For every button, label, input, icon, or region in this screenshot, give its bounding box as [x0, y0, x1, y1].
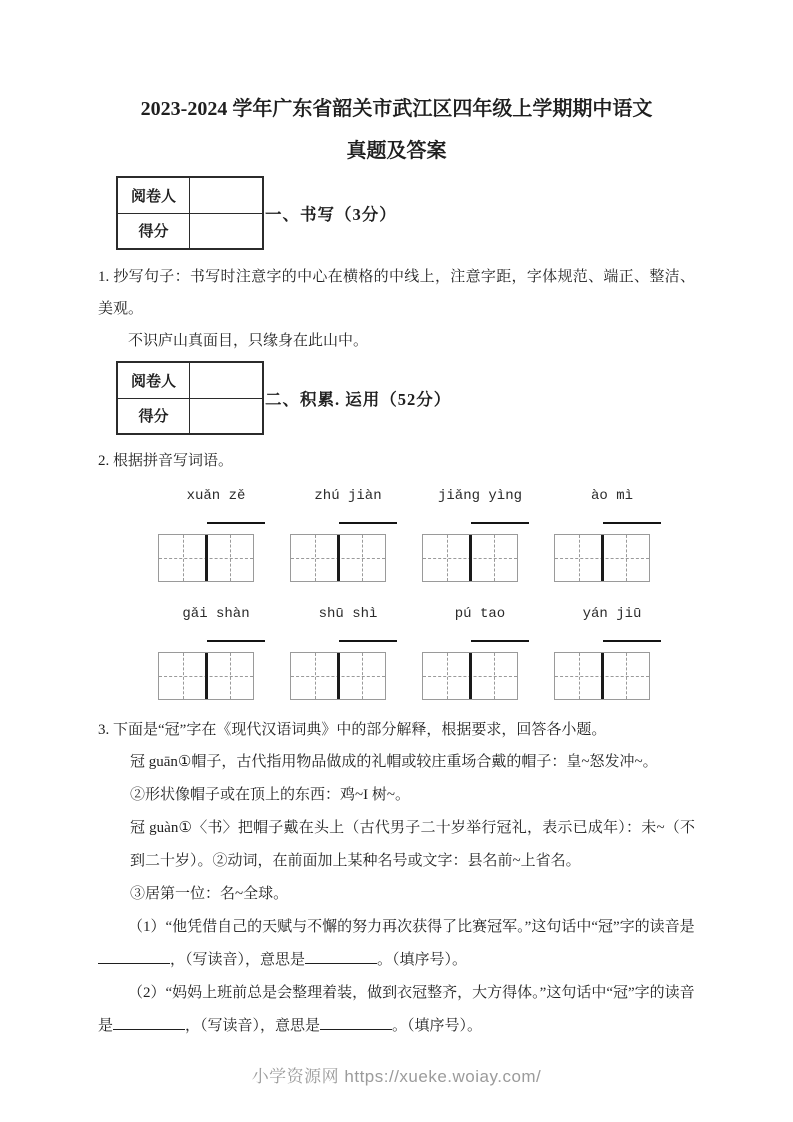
fill-in-blank	[320, 1015, 392, 1030]
tianzige-grid	[422, 534, 518, 582]
pinyin-label: pú tao	[454, 606, 506, 622]
pinyin-writing-unit	[290, 485, 386, 582]
pinyin-writing-area	[158, 485, 695, 700]
sub2-text-a: （2）“妈妈上班前总是会整理着装，做到衣冠整齐，大方得体。”这句话中“冠”字的读音是	[98, 985, 695, 1034]
site-footer: 小学资源网 https://xueke.woiay.com/	[251, 1067, 542, 1086]
sub1-text-c: 。（填序号）。	[377, 952, 468, 968]
tianzige-grid	[422, 652, 518, 700]
section1-heading: 一、书写（3分）	[265, 205, 397, 224]
answer-line	[471, 522, 529, 524]
answer-line	[339, 522, 397, 524]
score-row	[118, 213, 262, 249]
score-row	[118, 398, 262, 434]
dictionary-entry: 冠 guān①帽子，古代指用物品做成的礼帽或较庄重场合戴的帽子：皇~怒发冲~。	[130, 754, 658, 770]
pinyin-label: ào mì	[590, 488, 633, 504]
pinyin-writing-unit	[554, 485, 650, 582]
sub1-text-b: ，（写读音），意思是	[170, 952, 306, 968]
fill-in-blank	[113, 1015, 185, 1030]
pinyin-label: gǎi shàn	[182, 606, 250, 622]
pinyin-label: jiǎng yìng	[437, 488, 522, 504]
grader-blank-cell	[190, 178, 262, 213]
dictionary-entry: ②形状像帽子或在顶上的东西：鸡~I 树~。	[130, 787, 410, 803]
grader-label: 阅卷人	[118, 178, 190, 213]
section2-heading: 二、积累. 运用（52分）	[265, 390, 452, 409]
tianzige-grid	[158, 534, 254, 582]
score-label: 得分	[118, 399, 190, 434]
fill-in-blank	[305, 949, 377, 964]
pinyin-label: zhú jiàn	[314, 488, 382, 504]
pinyin-label: xuǎn zě	[186, 488, 246, 504]
pinyin-writing-unit	[422, 603, 518, 700]
answer-line	[471, 640, 529, 642]
sub1-text-a: （1）“他凭借自己的天赋与不懈的努力再次获得了比赛冠军。”这句话中“冠”字的读音是	[128, 919, 695, 935]
grader-blank-cell	[190, 363, 262, 398]
grader-score-table-2	[116, 361, 264, 435]
fill-in-blank	[98, 949, 170, 964]
section2-header	[116, 361, 695, 435]
grader-label: 阅卷人	[118, 363, 190, 398]
pinyin-writing-unit	[554, 603, 650, 700]
pinyin-writing-unit	[158, 603, 254, 700]
tianzige-grid	[554, 652, 650, 700]
page-title-line1: 2023-2024 学年广东省韶关市武江区四年级上学期期中语文	[140, 98, 653, 120]
pinyin-writing-unit	[422, 485, 522, 582]
sub2-text-c: 。（填序号）。	[392, 1018, 483, 1034]
answer-line	[207, 640, 265, 642]
question3-sub1	[98, 911, 695, 977]
score-blank-cell	[190, 214, 262, 249]
tianzige-grid	[290, 534, 386, 582]
pinyin-row-2	[158, 603, 695, 700]
pinyin-writing-unit	[158, 485, 254, 582]
tianzige-grid	[290, 652, 386, 700]
question1-prompt: 1. 抄写句子：书写时注意字的中心在横格的中线上，注意字距，字体规范、端正、整洁、美观。	[98, 269, 695, 317]
grader-score-table-1	[116, 176, 264, 250]
question2-prompt: 2. 根据拼音写词语。	[98, 453, 234, 469]
tianzige-grid	[158, 652, 254, 700]
section1-header	[116, 176, 695, 250]
pinyin-writing-unit	[290, 603, 386, 700]
dictionary-excerpt	[130, 746, 695, 911]
page-title-line2: 真题及答案	[346, 140, 447, 162]
pinyin-label: shū shì	[318, 606, 378, 622]
page-title	[98, 96, 695, 164]
tianzige-grid	[554, 534, 650, 582]
pinyin-label: yán jiū	[582, 606, 642, 622]
score-label: 得分	[118, 214, 190, 249]
answer-line	[603, 640, 661, 642]
dictionary-entry: ③居第一位：名~全球。	[130, 886, 289, 902]
question3-prompt: 3. 下面是“冠”字在《现代汉语词典》中的部分解释，根据要求，回答各小题。	[98, 722, 607, 738]
answer-line	[339, 640, 397, 642]
question1-copy-sentence: 不识庐山真面目，只缘身在此山中。	[128, 333, 369, 349]
answer-line	[603, 522, 661, 524]
answer-line	[207, 522, 265, 524]
grader-row	[118, 363, 262, 398]
grader-row	[118, 178, 262, 213]
dictionary-entry: 冠 guàn①〈书〉把帽子戴在头上（古代男子二十岁举行冠礼，表示已成年）：未~（不到二十岁）。②动词，在前面加上某种名号或文字：县名前~上省名。	[130, 820, 695, 869]
score-blank-cell	[190, 399, 262, 434]
pinyin-row-1	[158, 485, 695, 582]
question3-sub2	[98, 977, 695, 1043]
sub2-text-b: ，（写读音），意思是	[185, 1018, 321, 1034]
